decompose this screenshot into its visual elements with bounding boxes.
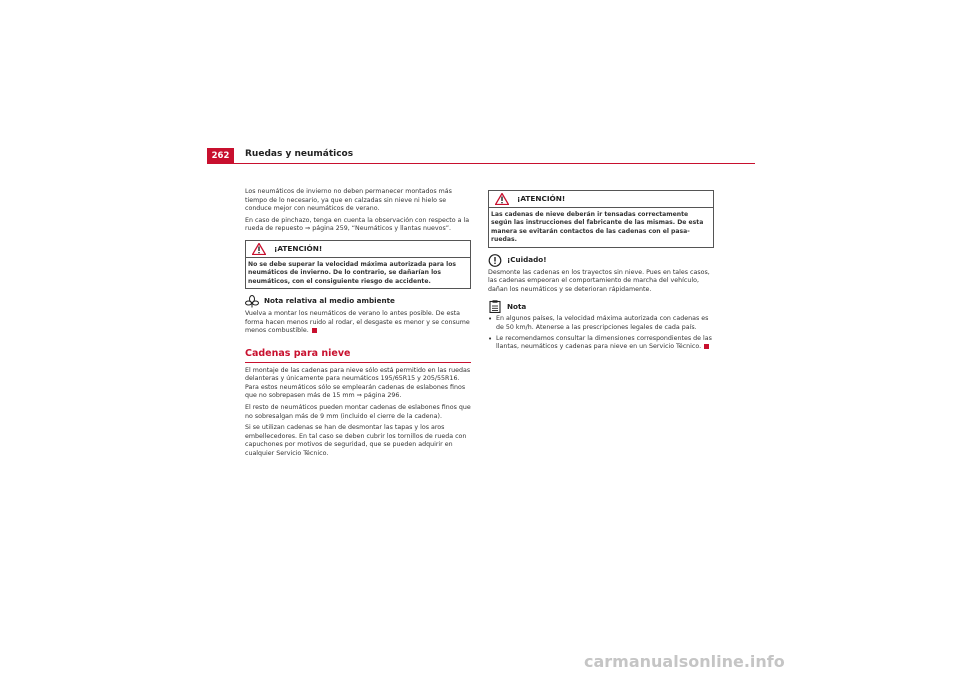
paragraph: Los neumáticos de invierno no deben permanecer montados más tiempo de lo necesario, ya que en calzadas sin nieve ni hielo se conduce mejor con neumáticos de verano. [245,188,452,213]
note-clipboard-icon [488,300,502,313]
caution-title: ¡Cuidado! [507,254,547,264]
warning-box [488,190,714,248]
caution-exclamation-icon [488,254,502,267]
bullet-dot-icon: • [488,334,493,343]
warning-header [246,241,470,257]
environment-note-text: Vuelva a montar los neumáticos de verano lo antes posible. De esta forma hacen menos ruido al rodar, el desgaste es menor y se consume menos combustible. [245,310,470,335]
warning-text: Las cadenas de nieve deberán ir tensadas correctamente según las instrucciones del fabricante de las mismas. De esta manera se evitarán contactos de las cadenas con el pasa-ruedas. [489,207,713,247]
caution-text: Desmonte las cadenas en los trayectos sin nieve. Pues en tales casos, las cadenas empeoran el comportamiento de marcha del vehículo, dañan los neumáticos y se deterioran rápidamente. [488,268,710,293]
section-title: Cadenas para nieve [245,350,471,363]
environment-note-title: Nota relativa al medio ambiente [264,296,395,306]
paragraph: El resto de neumáticos pueden montar cadenas de eslabones finos que no sobresalgan más de 9 mm (incluido el cierre de la cadena). [245,403,471,420]
end-of-section-mark [704,344,709,349]
paragraph [245,310,471,336]
page-header-title: Ruedas y neumáticos [245,149,354,159]
list-item [488,315,714,332]
warning-title: ¡ATENCIÓN! [274,243,323,253]
caution-header [488,254,714,267]
note-item-text: En algunos países, la velocidad máxima autorizada con cadenas es de 50 km/h. Atenerse a las prescripciones legales de cada país. [496,315,709,331]
header-divider [207,163,755,164]
warning-header [489,191,713,207]
warning-text: No se debe superar la velocidad máxima autorizada para los neumáticos de invierno. De lo contrario, se dañarían los neumáticos, con el consiguiente riesgo de accidente. [246,257,470,288]
left-column [245,188,471,462]
end-of-section-mark [312,328,317,333]
warning-box [245,240,471,289]
warning-triangle-icon [495,193,509,205]
bullet-dot-icon: • [488,315,493,324]
paragraph: El montaje de las cadenas para nieve sólo está permitido en las ruedas delanteras y únicamente para neumáticos 195/65R15 y 205/55R16. Para estos neumáticos sólo se emplearán cadenas de eslabones finos que no sobrepasen más de 15 mm ⇒ página 296. [245,366,471,400]
watermark: carmanualsonline.info [584,652,785,671]
environment-note-header [245,295,471,308]
right-column [488,188,714,354]
warning-triangle-icon [252,243,266,255]
note-item-text-content: Le recomendamos consultar la dimensiones correspondientes de las llantas, neumáticos y cadenas para nieve en un Servicio Técnico. [496,334,712,351]
paragraph: Si se utilizan cadenas se han de desmontar las tapas y los aros embellecedores. En tal caso se deben cubrir los tornillos de rueda con capuchones por motivos de seguridad, que se pueden adquirir en cualquier Servicio Técnico. [245,424,467,457]
note-title: Nota [507,301,527,311]
note-item-text [496,335,714,352]
paragraph: En caso de pinchazo, tenga en cuenta la observación con respecto a la rueda de repuesto ⇒ página 259, “Neumáticos y llantas nuevos”. [245,216,470,233]
list-item [488,335,714,352]
page-number: 262 [207,148,234,163]
environment-leaf-icon [245,295,259,308]
note-header [488,300,714,313]
warning-title: ¡ATENCIÓN! [517,193,566,203]
